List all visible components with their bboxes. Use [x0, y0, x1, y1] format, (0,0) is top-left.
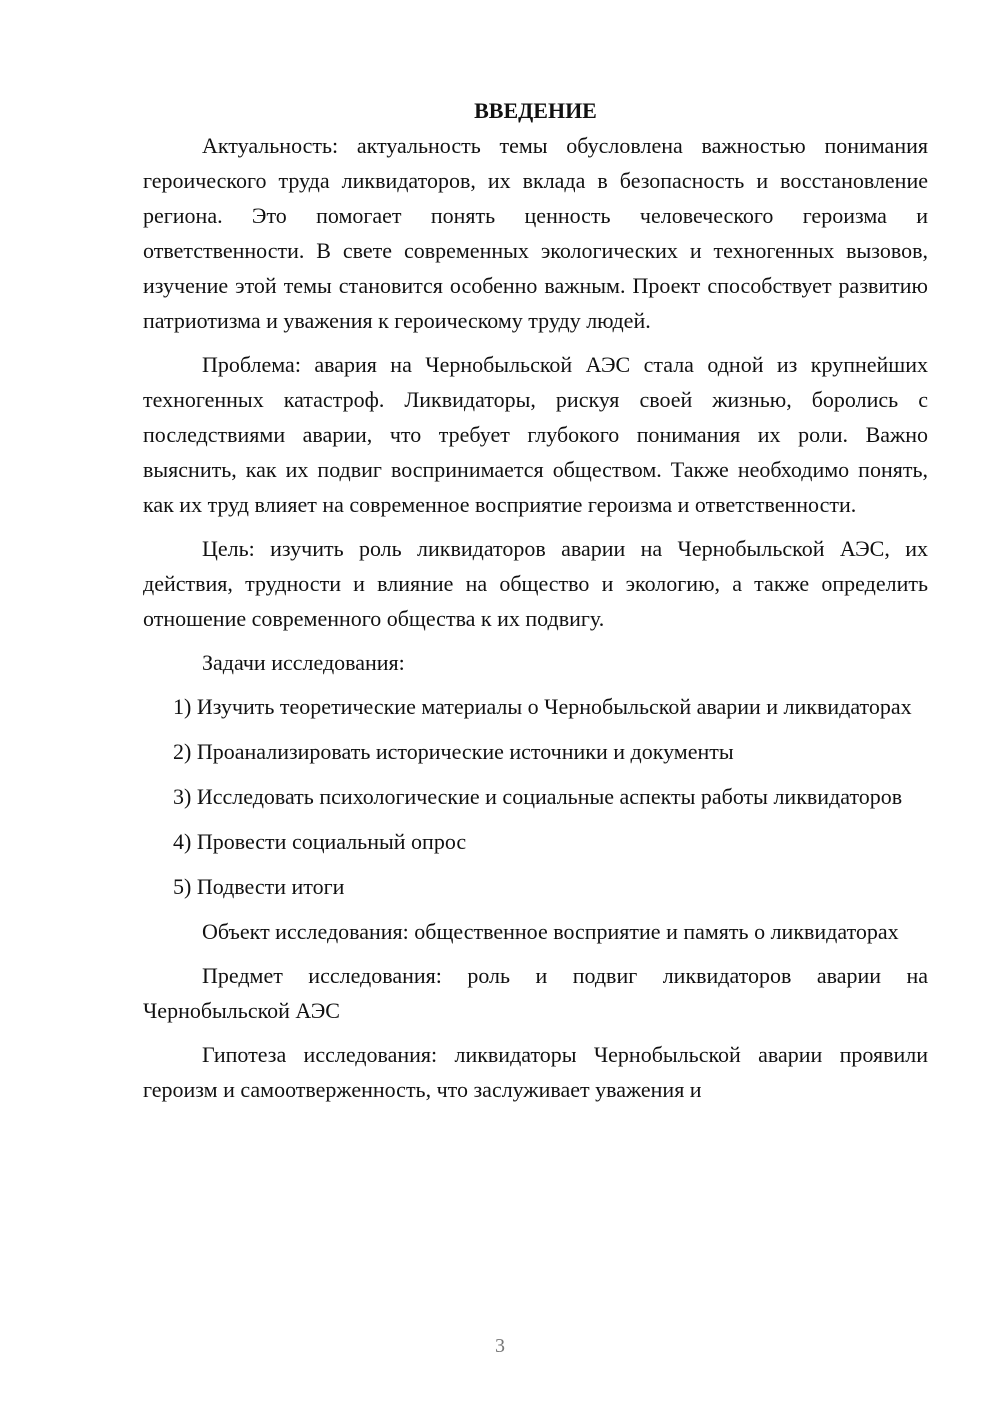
page-number: 3 — [495, 1335, 505, 1357]
subject-paragraph: Предмет исследования: роль и подвиг ликвидаторов аварии на Чернобыльской АЭС — [143, 963, 928, 1023]
list-item: 1) Изучить теоретические материалы о Чернобыльской аварии и ликвидаторах — [173, 694, 912, 719]
page-content — [143, 94, 928, 1116]
tasks-list — [143, 689, 928, 904]
tasks-title: Задачи исследования: — [202, 650, 405, 675]
goal-paragraph: Цель: изучить роль ликвидаторов аварии на Чернобыльской АЭС, их действия, трудности и влияние на общество и экологию, а также определить отношение современного общества к их подвигу. — [143, 536, 928, 631]
relevance-paragraph: Актуальность: актуальность темы обусловлена важностью понимания героического труда ликвидаторов, их вклада в безопасность и восстановление региона. Это помогает понять ценность человеческого героизма и ответственности. В свете современных экологических и техногенных вызовов, изучение этой темы становится особенно важным. Проект способствует развитию патриотизма и уважения к героическому труду людей. — [143, 133, 928, 333]
list-item: 5) Подвести итоги — [173, 874, 345, 899]
list-item: 4) Провести социальный опрос — [173, 829, 467, 854]
object-paragraph: Объект исследования: общественное восприятие и память о ликвидаторах — [202, 919, 899, 944]
list-item: 2) Проанализировать исторические источники и документы — [173, 739, 734, 764]
problem-paragraph: Проблема: авария на Чернобыльской АЭС стала одной из крупнейших техногенных катастроф. Ликвидаторы, рискуя своей жизнью, боролись с последствиями аварии, что требует глубокого понимания их роли. Важно выяснить, как их подвиг воспринимается обществом. Также необходимо понять, как их труд влияет на современное восприятие героизма и ответственности. — [143, 352, 928, 517]
hypothesis-paragraph: Гипотеза исследования: ликвидаторы Чернобыльской аварии проявили героизм и самоотверженность, что заслуживает уважения и — [143, 1042, 928, 1102]
list-item: 3) Исследовать психологические и социальные аспекты работы ликвидаторов — [173, 784, 903, 809]
section-heading: ВВЕДЕНИЕ — [474, 98, 597, 123]
